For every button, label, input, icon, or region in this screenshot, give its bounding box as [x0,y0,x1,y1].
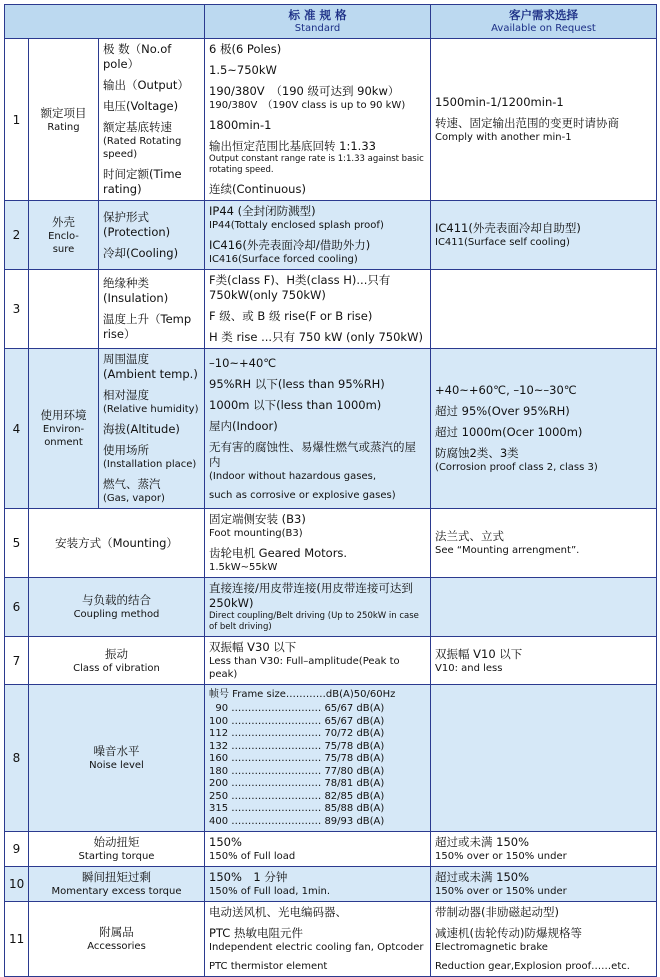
request-cn: 减速机(齿轮传动)防爆规格等 [435,926,582,940]
standard-line [209,835,426,863]
subitem-en: (Gas, vapor) [103,493,165,504]
noise-row: 132 ……………………… 75/78 dB(A) [209,740,385,752]
row-subitems [99,270,205,349]
subitem-cn: 绝缘种类(Insulation) [103,276,169,305]
row-item-cn: 振动 [105,646,128,661]
standard-cn: IC416(外壳表面冷却/借助外力) [209,238,371,252]
row-number: 11 [5,902,29,977]
request-line [435,905,652,920]
standard-cn: 直接连接/用皮带连接(用皮带连接可达到250kW) [209,581,413,610]
standard-line [209,905,426,920]
noise-row: 160 ……………………… 75/78 dB(A) [209,753,385,764]
standard-cell [205,509,431,578]
subitem-line [103,477,200,505]
table-row [5,578,657,637]
standard-line [209,926,426,954]
row-item-en: Starting torque [78,851,155,862]
standard-cn: 双振幅 V30 以下 [209,640,297,654]
standard-line [209,63,426,78]
header-blank [5,5,205,39]
noise-row: 400 ……………………… 89/93 dB(A) [209,815,385,827]
standard-cn: 输出恒定范围比基底回转 1:1.33 [209,139,376,153]
standard-note: Output constant range rate is 1:1.33 against basic rotating speed. [209,154,424,175]
request-cell [431,832,657,867]
standard-cn: 1800min-1 [209,118,272,132]
standard-cell [205,39,431,201]
standard-cell [205,832,431,867]
header-request-cn: 客户需求选择 [509,8,578,22]
noise-row: 200 ……………………… 78/81 dB(A) [209,778,385,789]
row-item [29,902,205,977]
standard-cn: 150% [209,835,242,849]
row-number: 3 [5,270,29,349]
standard-line [209,398,426,413]
request-en: Reduction gear,Explosion proof……etc. [435,961,630,972]
request-cn: 带制动器(非励磁起动型) [435,905,559,919]
standard-cn: 固定端侧安装 (B3) [209,512,306,526]
request-line [435,446,652,474]
subitem-cn: 海拔(Altitude) [103,422,180,436]
subitem-cn: 电压(Voltage) [103,99,179,113]
row-number: 4 [5,349,29,509]
standard-line [209,84,426,112]
request-cn: 法兰式、立式 [435,529,504,543]
row-number: 7 [5,637,29,685]
standard-cn: PTC 热敏电阻元件 [209,926,303,940]
table-body [5,39,657,977]
subitem-cn: 极 数（No.of pole） [103,42,172,71]
subitem-line [103,167,200,197]
standard-cell [205,902,431,977]
standard-cn: F 级、或 B 级 rise(F or B rise) [209,309,373,323]
standard-line [209,273,426,303]
request-cell [431,637,657,685]
request-line [435,926,652,954]
standard-line [209,640,426,681]
subitem-en: (Relative humidity) [103,404,199,415]
standard-cn: H 类 rise ...只有 750 kW (only 750kW) [209,330,423,344]
request-cn: 防腐蚀2类、3类 [435,446,519,460]
standard-cn: 95%RH 以下(less than 95%RH) [209,376,385,391]
row-item [29,39,99,201]
row-item [29,270,99,349]
standard-en: (Indoor without hazardous gases, [209,470,377,482]
noise-row: 90 ……………………… 65/67 dB(A) [209,703,385,714]
table-row [5,902,657,977]
standard-line [209,489,426,502]
subitem-line [103,210,200,240]
standard-cn: 1000m 以下(less than 1000m) [209,397,382,412]
standard-line [209,419,426,434]
row-item-en: Environ- onment [42,424,85,448]
standard-line [209,330,426,345]
standard-en: IP44(Tottaly enclosed splash proof) [209,220,384,231]
request-en: IC411(Surface self cooling) [435,237,570,248]
row-item [29,578,205,637]
subitem-en: (Installation place) [103,459,197,470]
standard-line [209,356,426,371]
table-row [5,685,657,832]
request-line [435,95,652,110]
standard-cell [205,637,431,685]
table-row [5,201,657,270]
standard-en: 150% of Full load [209,851,296,862]
standard-en: 190/380V （190V class is up to 90 kW) [209,100,406,111]
standard-line [209,118,426,133]
noise-row: 250 ……………………… 82/85 dB(A) [209,790,385,802]
subitem-line [103,422,200,437]
standard-line [209,581,426,633]
subitem-cn: 冷却(Cooling) [103,245,179,260]
request-cn: 超过 1000m(Ocer 1000m) [435,425,583,439]
subitem-cn: 燃气、蒸汽 [103,477,161,491]
subitem-cn: 相对湿度 [103,388,149,402]
request-line [435,383,652,398]
table-row [5,39,657,201]
row-item-en: Class of vibration [73,662,160,674]
standard-cell [205,578,431,637]
row-item [29,349,99,509]
row-item [29,685,205,832]
table-row [5,270,657,349]
request-line [435,960,652,973]
row-item-cn: 安装方式（Mounting） [55,535,178,550]
subitem-cn: 周围温度(Ambient temp.) [103,352,198,381]
row-item [29,509,205,578]
request-line [435,529,652,557]
request-cell [431,39,657,201]
table-row [5,867,657,902]
standard-cell [205,867,431,902]
standard-cn: IP44 (全封闭防溅型) [209,204,316,218]
row-number: 10 [5,867,29,902]
standard-cn: F类(class F)、H类(class H)...只有750kW(only 750kW) [209,273,391,302]
standard-en: IC416(Surface forced cooling) [209,254,358,265]
header-standard-cn: 标 准 规 格 [288,8,347,22]
request-en: 150% over or 150% under [435,886,567,897]
request-cell [431,349,657,509]
subitem-line [103,99,200,114]
request-cell [431,578,657,637]
subitem-line [103,120,200,161]
subitem-cn: 时间定额(Time rating) [103,167,182,196]
table-header [5,5,657,39]
standard-cn: 6 极(6 Poles) [209,42,282,56]
standard-line [209,309,426,324]
request-cn: 超过或未满 150% [435,870,530,884]
row-item-cn: 外壳 [52,214,75,229]
request-cn: 转速、固定输出范围的变更时请协商 [435,116,619,130]
request-cn: +40~+60℃, –10~–30℃ [435,383,577,397]
row-item-en: Rating [47,121,80,133]
standard-line [209,870,426,898]
request-line [435,116,652,144]
subitem-line [103,443,200,471]
noise-header: 帧号 Frame size…………dB(A)50/60Hz [209,689,396,700]
table-row [5,349,657,509]
request-en: 150% over or 150% under [435,851,567,862]
table-row [5,637,657,685]
header-request [431,5,657,39]
table-row [5,509,657,578]
standard-en: PTC thermistor element [209,961,328,972]
header-standard [205,5,431,39]
subitem-line [103,78,200,93]
standard-en: 150% of Full load, 1min. [209,886,330,897]
subitem-cn: 温度上升（Temp rise） [103,312,192,341]
row-subitems [99,349,205,509]
row-item-cn: 与负载的结合 [82,593,151,607]
request-cn: 双振幅 V10 以下 [435,646,523,661]
standard-line [209,960,426,973]
row-number: 9 [5,832,29,867]
request-cn: IC411(外壳表面冷却自助型) [435,221,581,235]
standard-en: Less than V30: Full–amplitude(Peak to peak) [209,656,400,680]
standard-line [209,238,426,266]
row-item-en: Momentary excess torque [51,886,182,897]
subitem-line [103,246,200,261]
standard-line [209,512,426,540]
subitem-line [103,388,200,416]
standard-line [209,42,426,57]
row-number: 8 [5,685,29,832]
request-cell [431,201,657,270]
request-en: (Corrosion proof class 2, class 3) [435,462,598,473]
standard-en: such as corrosive or explosive gases) [209,489,396,501]
row-item-cn: 始动扭矩 [93,835,140,849]
request-line [435,835,652,863]
standard-cell [205,201,431,270]
row-item-cn: 附属品 [99,925,134,939]
row-subitems [99,39,205,201]
noise-row: 100 ……………………… 65/67 dB(A) [209,715,385,727]
row-item-en: Noise level [89,760,144,771]
request-en: Comply with another min-1 [435,132,572,143]
standard-en: 1.5kW~55kW [209,562,278,573]
standard-cell [205,349,431,509]
subitem-cn: 保护形式(Protection) [103,209,171,239]
row-item-cn: 瞬间扭矩过剩 [82,870,151,884]
subitem-line [103,276,200,306]
request-line [435,221,652,249]
row-number: 2 [5,201,29,270]
standard-note: Direct coupling/Belt driving (Up to 250kW in case of belt driving) [209,611,419,632]
noise-row: 315 ……………………… 85/88 dB(A) [209,803,385,814]
row-item-en: Coupling method [73,609,160,620]
standard-line [209,377,426,392]
request-cn: 超过 95%(Over 95%RH) [435,404,570,418]
subitem-line [103,352,200,382]
subitem-line [103,312,200,342]
standard-line [209,182,426,197]
request-line [435,404,652,419]
standard-cn: 屋内(Indoor) [209,418,278,433]
request-cn: 1500min-1/1200min-1 [435,95,564,109]
standard-line [209,440,426,483]
standard-cn: 无有害的腐蚀性、易爆性燃气或蒸汽的屋内 [209,439,416,469]
request-line [435,425,652,440]
request-cell [431,509,657,578]
row-item [29,832,205,867]
standard-cn: 电动送风机、光电编码器、 [209,905,347,919]
subitem-cn: 额定基底转速 [103,120,172,134]
standard-en: Foot mounting(B3) [209,528,303,539]
subitem-cn: 输出（Output） [103,78,189,92]
row-item-cn: 额定项目 [40,105,87,120]
row-item [29,867,205,902]
standard-line [209,204,426,232]
standard-line [209,546,426,574]
table-row [5,832,657,867]
row-number: 6 [5,578,29,637]
row-number: 1 [5,39,29,201]
row-item-en: Accessories [87,941,146,952]
request-cell [431,685,657,832]
header-standard-en: Standard [294,23,341,34]
request-cn: 超过或未满 150% [435,835,530,849]
request-en: See “Mounting arrengment”. [435,545,580,556]
row-item-cn: 噪音水平 [93,744,140,758]
request-cell [431,270,657,349]
request-cell [431,867,657,902]
row-item-cn: 使用环境 [40,408,87,422]
standard-cell [205,685,431,832]
standard-cn: 150% 1 分钟 [209,870,288,884]
standard-cn: 连续(Continuous) [209,182,306,196]
noise-row: 112 ……………………… 70/72 dB(A) [209,728,385,739]
header-request-en: Available on Request [491,23,596,34]
noise-row: 180 ……………………… 77/80 dB(A) [209,765,385,777]
row-number: 5 [5,509,29,578]
standard-cn: 1.5~750kW [209,63,277,77]
row-item-en: Enclo- sure [48,230,79,255]
subitem-en: (Rated Rotating speed) [103,136,182,160]
standard-cn: 齿轮电机 Geared Motors. [209,546,348,560]
standard-en: Independent electric cooling fan, Optcoder [209,942,424,953]
request-en: V10: and less [435,662,503,674]
request-line [435,647,652,675]
standard-cn: –10~+40℃ [209,355,277,370]
row-item [29,201,99,270]
row-item [29,637,205,685]
standard-cell [205,270,431,349]
specification-table [4,4,657,977]
request-en: Electromagnetic brake [435,942,548,953]
row-subitems [99,201,205,270]
standard-line [209,139,426,176]
request-cell [431,902,657,977]
subitem-line [103,42,200,72]
request-line [435,870,652,898]
subitem-cn: 使用场所 [103,443,149,457]
standard-cn: 190/380V （190 级可达到 90kw） [209,84,400,98]
